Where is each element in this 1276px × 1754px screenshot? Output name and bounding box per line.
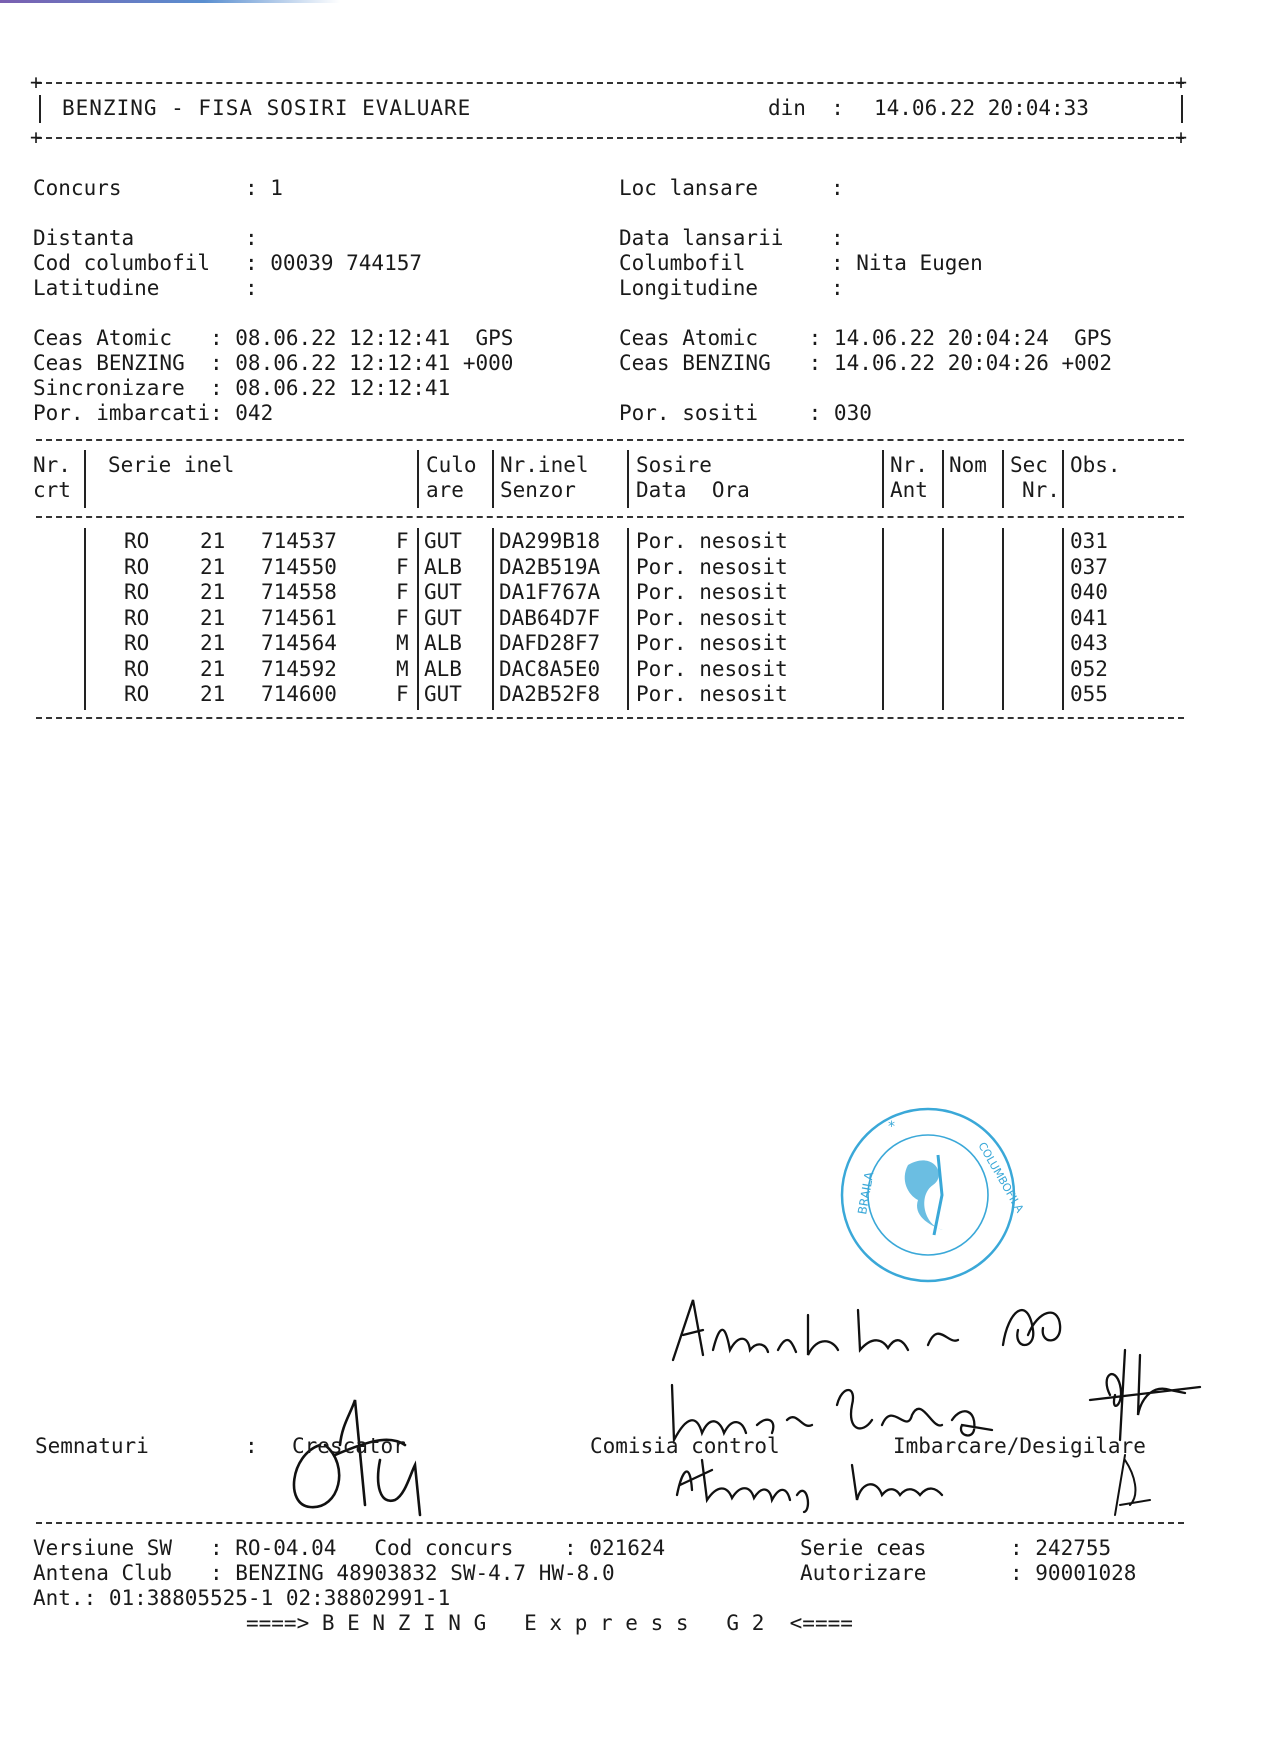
corner-plus: + xyxy=(1175,125,1188,149)
col-divider xyxy=(882,528,884,710)
porumbei-sositi: Por. sositi : 030 xyxy=(619,401,872,425)
cell-culoare: GUT xyxy=(424,605,462,630)
cell-inel: 714600 xyxy=(261,682,337,706)
cell-senzor: DA2B52F8 xyxy=(499,682,601,706)
footer-separator xyxy=(36,1522,1184,1524)
corner-plus: + xyxy=(1175,70,1188,94)
cell-obs: 040 xyxy=(1070,580,1108,604)
header-top-border xyxy=(36,82,1184,84)
benzing-express-banner: ====> B E N Z I N G E x p r e s s G 2 <==== xyxy=(246,1611,853,1635)
cod-columbofil-label: Cod columbofil xyxy=(33,251,211,275)
cell-senzor: DA2B519A xyxy=(499,554,601,579)
cell-senzor: DAC8A5E0 xyxy=(499,656,601,681)
header-nr-ant: Nr. xyxy=(890,453,928,477)
col-divider xyxy=(417,528,419,710)
cell-sosire: Por. nesosit xyxy=(636,682,788,706)
cell-sex: F xyxy=(396,580,409,604)
serie-ceas-value: : 242755 xyxy=(1010,1536,1112,1560)
cell-tara: RO xyxy=(124,554,150,579)
signature-crescator xyxy=(280,1395,450,1529)
signature-commission-1 xyxy=(668,1290,1088,1384)
comisia-control-label: Comisia control xyxy=(590,1434,780,1458)
table-bottom-border xyxy=(36,717,1184,719)
header-culoare-2: are xyxy=(426,478,464,502)
latitudine-label: Latitudine xyxy=(33,276,160,300)
loc-lansare-label: Loc lansare xyxy=(619,176,759,200)
date-value: 14.06.22 20:04:33 xyxy=(874,96,1089,120)
corner-plus: + xyxy=(30,70,43,94)
cell-culoare: GUT xyxy=(424,529,462,553)
cell-sex: M xyxy=(396,656,409,681)
svg-text:BRAILA: BRAILA xyxy=(855,1170,877,1216)
columbofil-label: Columbofil xyxy=(619,251,746,275)
porumbei-imbarcati: Por. imbarcati: 042 xyxy=(33,401,274,425)
cell-sex: F xyxy=(396,605,409,630)
table-header-separator xyxy=(36,516,1184,518)
semnaturi-label: Semnaturi xyxy=(35,1434,149,1458)
cell-culoare: ALB xyxy=(424,631,462,655)
autorizare-value: : 90001028 xyxy=(1010,1561,1137,1585)
cell-an: 21 xyxy=(200,682,226,706)
columbofil-value: : Nita Eugen xyxy=(831,251,983,275)
cell-an: 21 xyxy=(200,631,226,655)
concurs-value: : 1 xyxy=(245,176,283,200)
col-divider xyxy=(1062,450,1064,508)
ceas-benzing-start: Ceas BENZING : 08.06.22 12:12:41 +000 xyxy=(33,351,514,375)
svg-text:COLUMBOFILA: COLUMBOFILA xyxy=(975,1140,1027,1215)
header-data-ora: Data Ora xyxy=(636,478,750,502)
cell-inel: 714558 xyxy=(261,580,337,604)
header-serie-inel: Serie inel xyxy=(108,453,235,477)
distanta-value: : xyxy=(245,226,258,250)
cell-senzor: DA1F767A xyxy=(499,580,601,604)
cell-obs: 052 xyxy=(1070,656,1108,681)
cell-inel: 714561 xyxy=(261,605,337,630)
longitudine-value: : xyxy=(831,276,844,300)
semnaturi-colon: : xyxy=(245,1434,258,1458)
header-nr-inel: Nr.inel xyxy=(500,453,589,477)
cell-sosire: Por. nesosit xyxy=(636,580,788,604)
cell-tara: RO xyxy=(124,682,150,706)
data-lansarii-label: Data lansarii xyxy=(619,226,784,250)
serie-ceas-label: Serie ceas xyxy=(800,1536,927,1560)
cell-obs: 055 xyxy=(1070,682,1108,706)
ceas-atomic-start: Ceas Atomic : 08.06.22 12:12:41 GPS xyxy=(33,326,514,350)
cell-sosire: Por. nesosit xyxy=(636,631,788,655)
header-sec-nr: Nr. xyxy=(1022,478,1060,502)
date-label: din : xyxy=(768,96,844,120)
col-divider xyxy=(84,528,86,710)
cell-sex: F xyxy=(396,554,409,579)
scan-color-strip xyxy=(0,0,340,3)
cell-culoare: ALB xyxy=(424,554,462,579)
cell-an: 21 xyxy=(200,656,226,681)
cell-sosire: Por. nesosit xyxy=(636,605,788,630)
svg-text:*: * xyxy=(888,1119,895,1135)
cell-senzor: DAFD28F7 xyxy=(499,631,601,655)
cell-senzor: DA299B18 xyxy=(499,529,601,553)
cell-culoare: GUT xyxy=(424,580,462,604)
autorizare-label: Autorizare xyxy=(800,1561,927,1585)
imbarcare-desigilare-label: Imbarcare/Desigilare xyxy=(893,1434,1146,1458)
cell-inel: 714550 xyxy=(261,554,337,579)
cell-obs: 031 xyxy=(1070,529,1108,553)
cell-tara: RO xyxy=(124,605,150,630)
cell-inel: 714564 xyxy=(261,631,337,655)
signature-commission-3 xyxy=(672,1450,992,1524)
cell-tara: RO xyxy=(124,580,150,604)
cell-an: 21 xyxy=(200,554,226,579)
header-left-border xyxy=(39,95,41,123)
header-nr: Nr. xyxy=(33,453,71,477)
header-crt: crt xyxy=(33,478,71,502)
cell-inel: 714592 xyxy=(261,656,337,681)
col-divider xyxy=(417,450,419,508)
cell-inel: 714537 xyxy=(261,529,337,553)
club-stamp xyxy=(838,1105,1027,1289)
cell-an: 21 xyxy=(200,605,226,630)
col-divider xyxy=(627,450,629,508)
cell-tara: RO xyxy=(124,656,150,681)
header-sosire: Sosire xyxy=(636,453,712,477)
col-divider xyxy=(84,450,86,508)
corner-plus: + xyxy=(30,125,43,149)
col-divider xyxy=(942,528,944,710)
col-divider xyxy=(627,528,629,710)
versiune-sw: Versiune SW : RO-04.04 Cod concurs : 021624 xyxy=(33,1536,666,1560)
header-bottom-border xyxy=(36,137,1184,139)
col-divider xyxy=(942,450,944,508)
header-obs: Obs. xyxy=(1070,453,1121,477)
col-divider xyxy=(492,450,494,508)
distanta-label: Distanta xyxy=(33,226,135,250)
cell-tara: RO xyxy=(124,529,150,553)
cell-culoare: GUT xyxy=(424,682,462,706)
loc-lansare-value: : xyxy=(831,176,844,200)
cell-obs: 043 xyxy=(1070,631,1108,655)
data-lansarii-value: : xyxy=(831,226,844,250)
antene: Ant.: 01:38805525-1 02:38802991-1 xyxy=(33,1586,451,1610)
header-right-border xyxy=(1181,95,1183,123)
header-senzor: Senzor xyxy=(500,478,576,502)
ceas-benzing-end: Ceas BENZING : 14.06.22 20:04:26 +002 xyxy=(619,351,1113,375)
cell-sosire: Por. nesosit xyxy=(636,656,788,681)
cell-obs: 037 xyxy=(1070,554,1108,579)
cell-an: 21 xyxy=(200,529,226,553)
cell-sosire: Por. nesosit xyxy=(636,529,788,553)
cell-obs: 041 xyxy=(1070,605,1108,630)
header-ant: Ant xyxy=(890,478,928,502)
concurs-label: Concurs xyxy=(33,176,122,200)
crescator-label: Crescator xyxy=(292,1434,406,1458)
cell-culoare: ALB xyxy=(424,656,462,681)
cell-sex: F xyxy=(396,529,409,553)
table-top-border xyxy=(36,439,1184,441)
col-divider xyxy=(1002,450,1004,508)
header-culoare: Culo xyxy=(426,453,477,477)
col-divider xyxy=(1002,528,1004,710)
header-nom: Nom xyxy=(949,453,987,477)
cod-columbofil-value: : 00039 744157 xyxy=(245,251,423,275)
antena-club: Antena Club : BENZING 48903832 SW-4.7 HW-8.0 xyxy=(33,1561,615,1585)
ceas-atomic-end: Ceas Atomic : 14.06.22 20:04:24 GPS xyxy=(619,326,1113,350)
cell-sex: F xyxy=(396,682,409,706)
longitudine-label: Longitudine xyxy=(619,276,759,300)
header-sec: Sec xyxy=(1010,453,1048,477)
col-divider xyxy=(1062,528,1064,710)
col-divider xyxy=(492,528,494,710)
cell-senzor: DAB64D7F xyxy=(499,605,601,630)
col-divider xyxy=(882,450,884,508)
cell-sex: M xyxy=(396,631,409,655)
cell-tara: RO xyxy=(124,631,150,655)
cell-an: 21 xyxy=(200,580,226,604)
sincronizare: Sincronizare : 08.06.22 12:12:41 xyxy=(33,376,451,400)
page-title: BENZING - FISA SOSIRI EVALUARE xyxy=(62,96,472,120)
cell-sosire: Por. nesosit xyxy=(636,554,788,579)
latitudine-value: : xyxy=(245,276,258,300)
